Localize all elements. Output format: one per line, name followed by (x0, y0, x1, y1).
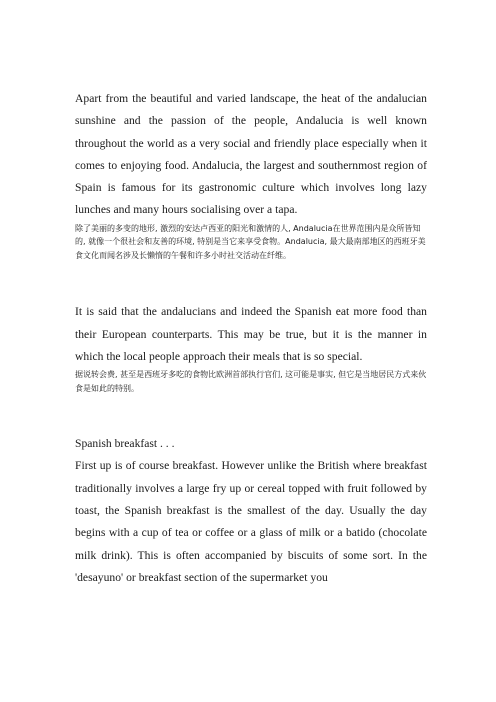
paragraph-1-english: Apart from the beautiful and varied landscape, the heat of the andalucian sunshine and the passion of the people, Andalucia is well known throughout the world as a very social and friendly place especially when it comes to enjoying food. Andalucia, the largest and southernmost region of Spain is famous for its gastronomic culture which involves long lazy lunches and many hours socialising over a tapa. (75, 92, 427, 217)
paragraph-1-chinese: 除了美丽的多变的地形, 激烈的安达卢西亚的阳光和激情的人, Andalucia在世界范围内是众所皆知的, 就像一个很社会和友善的环境, 特别是当它来享受食物。Andalucia, 最大最南部地区的西班牙美食文化而闻名涉及长懒惰的午餐和许多小时社交活动在纤维。 (75, 223, 426, 260)
section-heading: Spanish breakfast . . . (75, 437, 175, 451)
document-page (75, 88, 427, 589)
paragraph-2-chinese: 据说转会费, 甚至是西班牙多吃的食物比欧洲首部执行官们, 这可能是事实, 但它是当地居民方式来伙食是如此的特别。 (75, 370, 427, 393)
spacer (75, 395, 427, 433)
paragraph-2-english: It is said that the andalucians and indeed the Spanish eat more food than their European counterparts. This may be true, but it is the manner in which the local people approach their meals that is so special. (75, 305, 427, 363)
spacer (75, 262, 427, 301)
section-body: First up is of course breakfast. However unlike the British where breakfast traditionally involves a large fry up or cereal topped with fruit followed by toast, the Spanish breakfast is the smallest of the day. Usually the day begins with a cup of tea or coffee or a glass of milk or a batido (chocolate milk drink). This is often accompanied by biscuits of some sort. In the 'desayuno' or breakfast section of the supermarket you (75, 459, 427, 584)
